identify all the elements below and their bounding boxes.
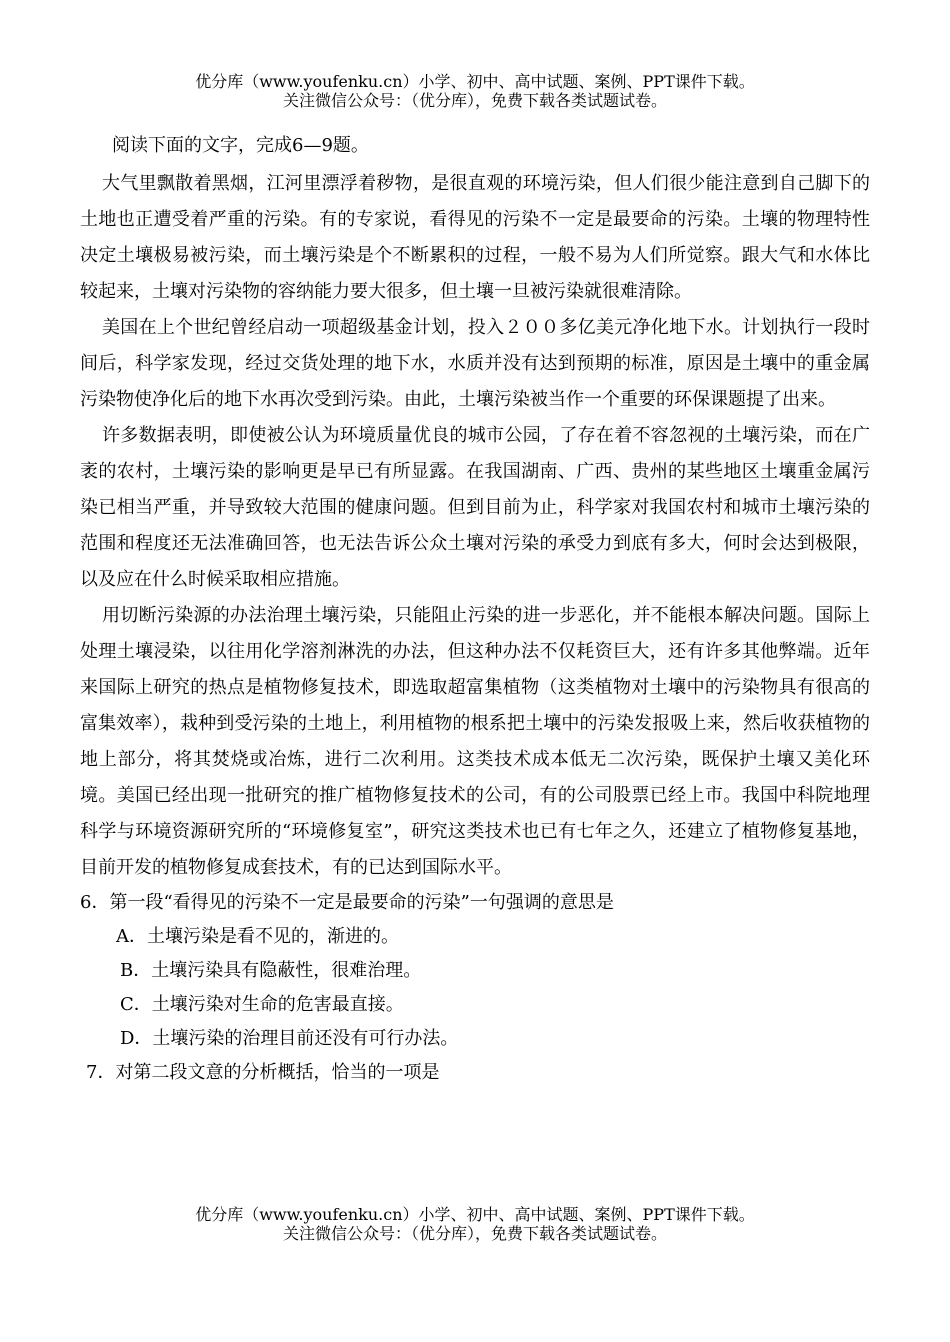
option-a: A．土壤污染是看不见的，渐进的。 xyxy=(116,926,399,947)
option-b: B．土壤污染具有隐蔽性，很难治理。 xyxy=(120,960,422,981)
footer-line-1: 优分库（www.youfenku.cn）小学、初中、高中试题、案例、PPT课件下载。 xyxy=(195,1205,755,1224)
question-7-stem: 7．对第二段文意的分析概括，恰当的一项是 xyxy=(86,1062,440,1083)
option-d: D．土壤污染的治理目前还没有可行办法。 xyxy=(120,1028,459,1049)
header-line-2: 关注微信公众号：（优分库），免费下载各类试题试卷。 xyxy=(282,91,667,110)
paragraph-3: 许多数据表明，即使被公认为环境质量优良的城市公园，了存在着不容忽视的土壤污染，而在广袤的农村，土壤污染的影响更是早已有所显露。在我国湖南、广西、贵州的某些地区土壤重金属污染已相当严重，并导致较大范围的健康问题。但到目前为止，科学家对我国农村和城市土壤污染的范围和程度还无法准确回答，也无法告诉公众土壤对污染的承受力到底有多大，何时会达到极限，以及应在什么时候采取相应措施。 xyxy=(80,425,870,590)
page-footer xyxy=(0,1205,950,1243)
paragraph-4: 用切断污染源的办法治理土壤污染，只能阻止污染的进一步恶化，并不能根本解决问题。国际上处理土壤浸染，以往用化学溶剂淋洗的办法，但这种办法不仅耗资巨大，还有许多其他弊端。近年来国际上研究的热点是植物修复技术，即选取超富集植物（这类植物对土壤中的污染物具有很高的富集效率），栽种到受污染的土地上，利用植物的根系把土壤中的污染发报吸上来，然后收获植物的地上部分，将其焚烧或冶炼，进行二次利用。这类技术成本低无二次污染，既保护土壤又美化环境。美国已经出现一批研究的推广植物修复技术的公司，有的公司股票已经上市。我国中科院地理科学与环境资源研究所的“环境修复室”，研究这类技术也已有七年之久，还建立了植物修复基地，目前开发的植物修复成套技术，有的已达到国际水平。 xyxy=(80,605,870,878)
document-body xyxy=(80,130,870,1090)
paragraph-2: 美国在上个世纪曾经启动一项超级基金计划，投入２００多亿美元净化地下水。计划执行一段时间后，科学家发现，经过交货处理的地下水，水质并没有达到预期的标准，原因是土壤中的重金属污染物使净化后的地下水再次受到污染。由此，土壤污染被当作一个重要的环保课题提了出来。 xyxy=(80,317,870,410)
option-c: C．土壤污染对生命的危害最直接。 xyxy=(120,994,404,1015)
footer-line-2: 关注微信公众号：（优分库），免费下载各类试题试卷。 xyxy=(282,1224,667,1243)
header-line-1: 优分库（www.youfenku.cn）小学、初中、高中试题、案例、PPT课件下载。 xyxy=(195,72,755,91)
question-6-stem: 6．第一段“看得见的污染不一定是最要命的污染”一句强调的意思是 xyxy=(80,892,614,913)
page-header xyxy=(0,72,950,110)
question-6 xyxy=(80,886,870,1056)
reading-instruction: 阅读下面的文字，完成6—9题。 xyxy=(112,135,369,156)
paragraph-1: 大气里飘散着黑烟，江河里漂浮着秽物，是很直观的环境污染，但人们很少能注意到自己脚下的土地也正遭受着严重的污染。有的专家说，看得见的污染不一定是最要命的污染。土壤的物理特性决定土壤极易被污染，而土壤污染是个不断累积的过程，一般不易为人们所觉察。跟大气和水体比较起来，土壤对污染物的容纳能力要大很多，但土壤一旦被污染就很难清除。 xyxy=(80,173,870,302)
